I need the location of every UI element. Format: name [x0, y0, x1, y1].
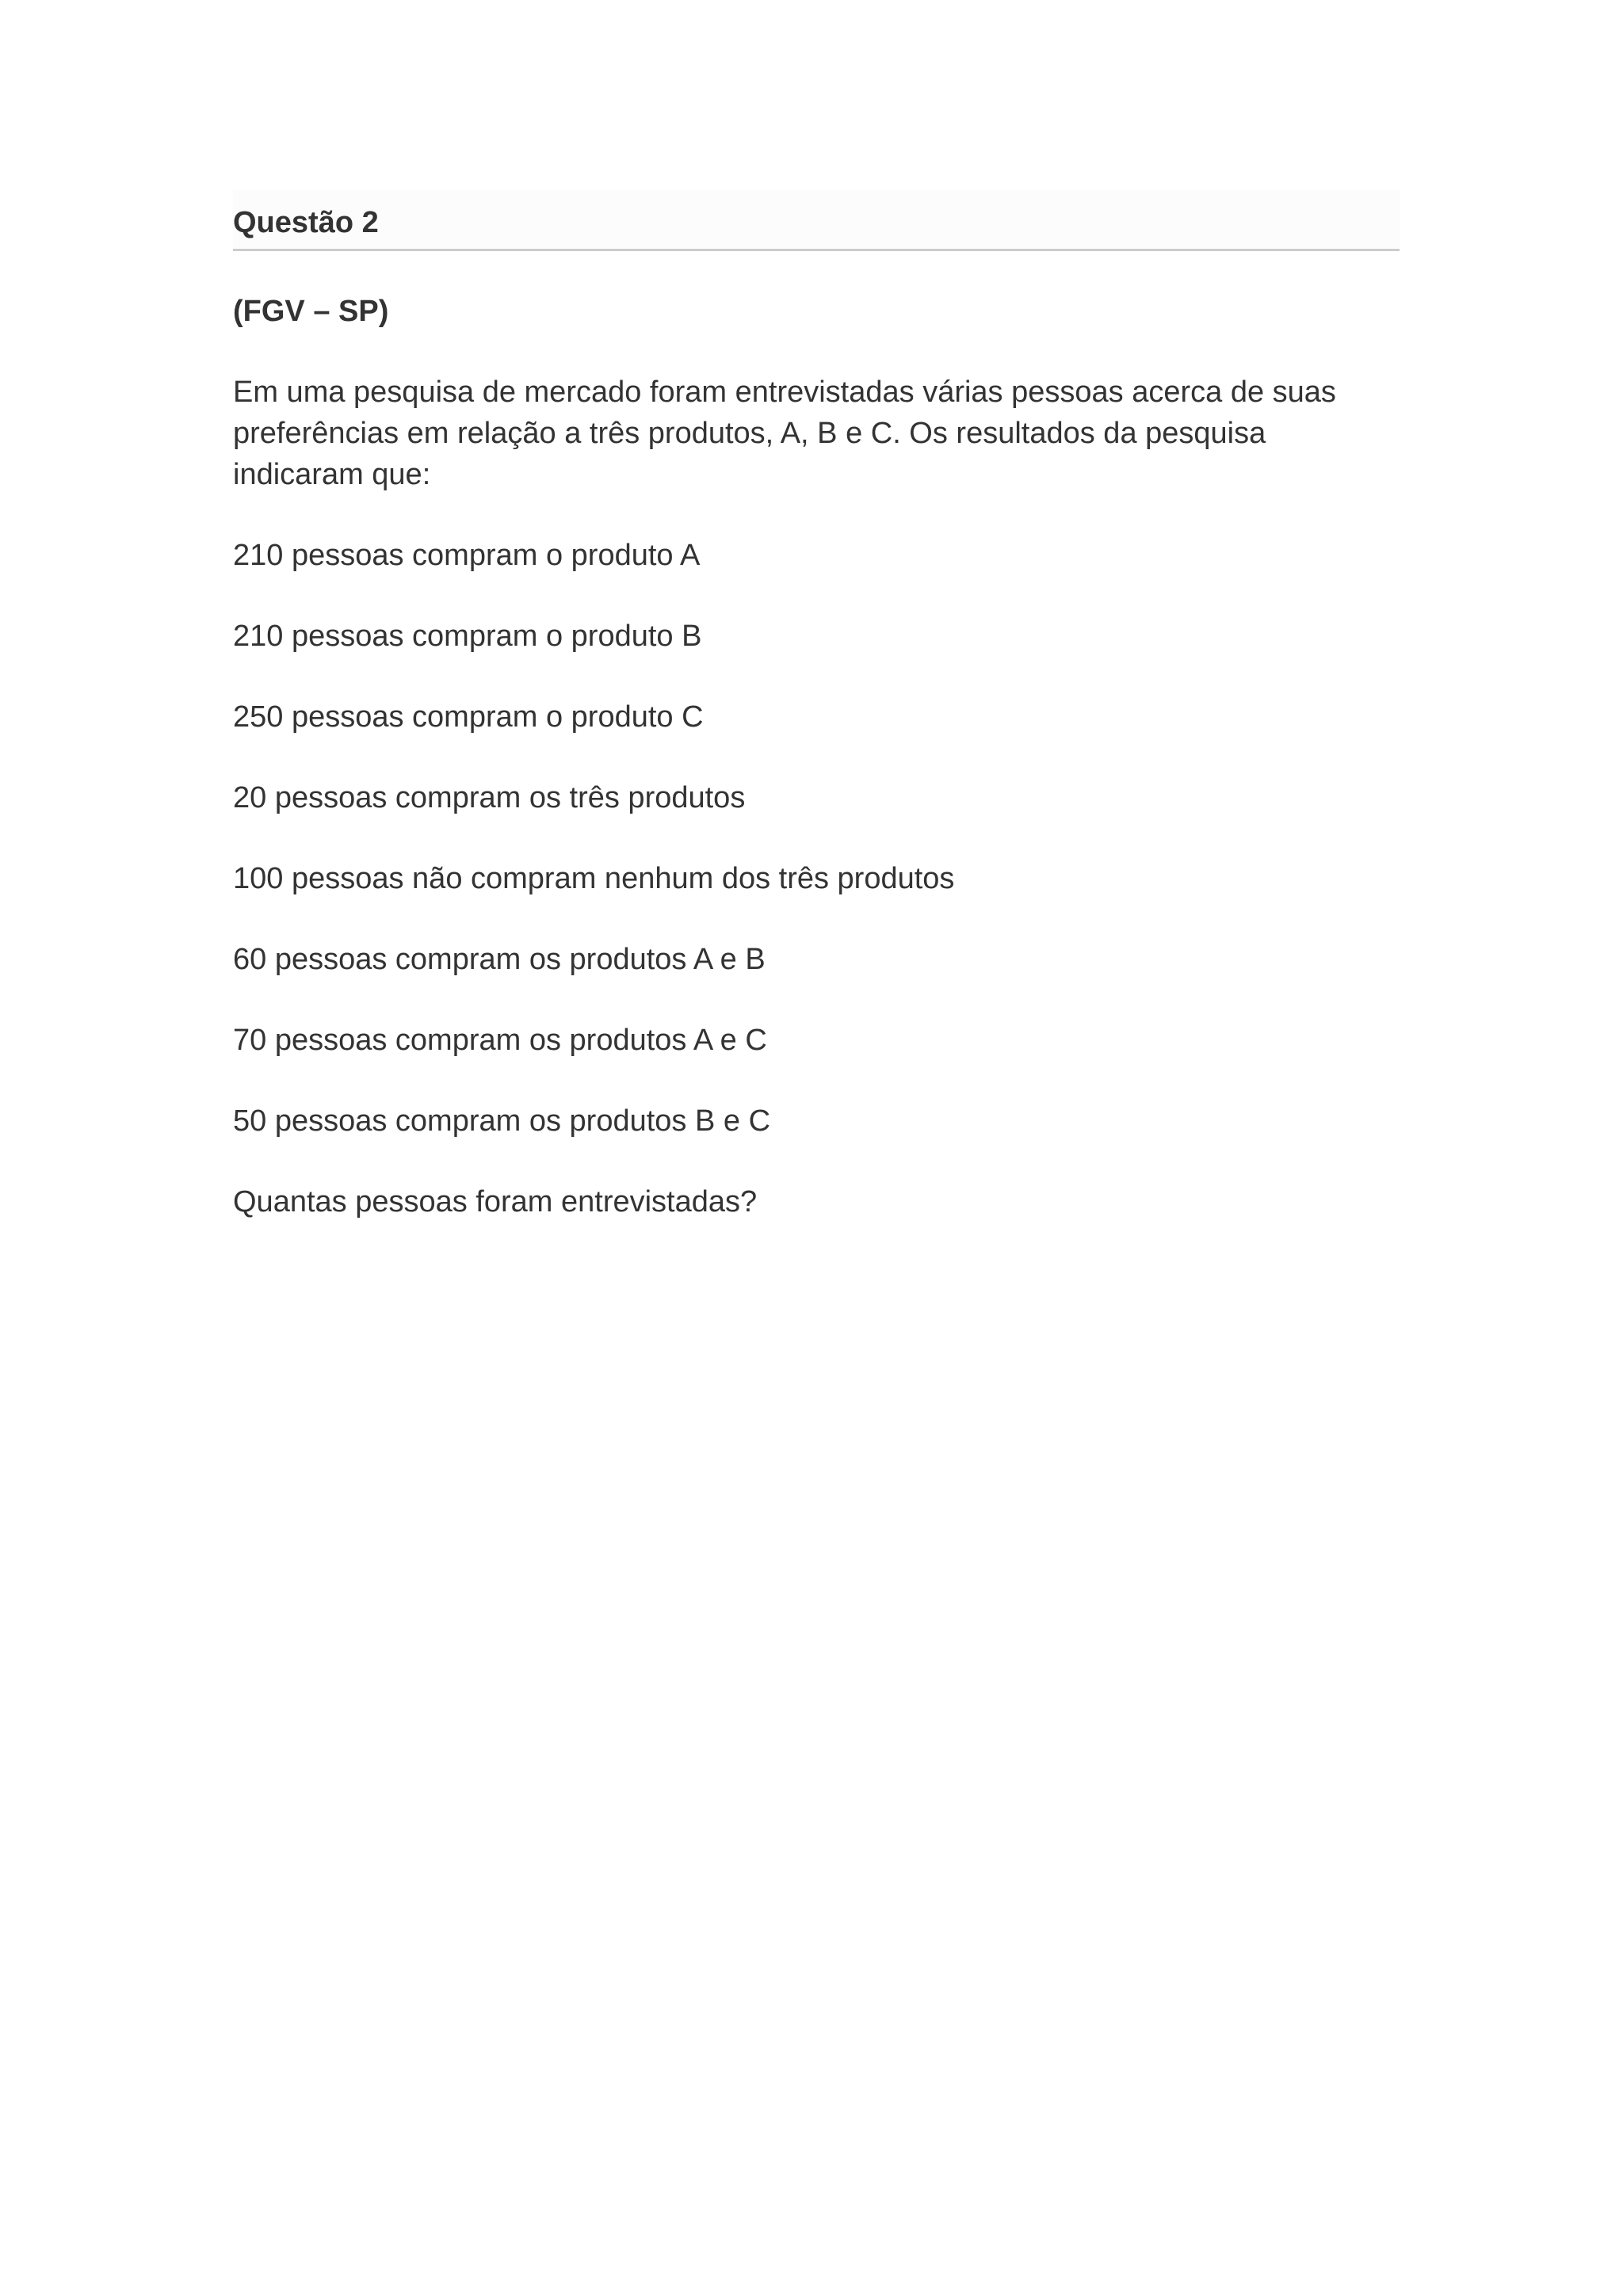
data-item: 20 pessoas compram os três produtos [233, 781, 746, 814]
data-item: 210 pessoas compram o produto A [233, 539, 701, 572]
data-item: 50 pessoas compram os produtos B e C [233, 1104, 771, 1138]
data-item: 250 pessoas compram o produto C [233, 700, 704, 734]
data-item: 60 pessoas compram os produtos A e B [233, 943, 766, 976]
question-source: (FGV – SP) [233, 295, 389, 328]
question-intro: Em uma pesquisa de mercado foram entrevistadas várias pessoas acerca de suas preferências em relação a três produtos, A, B e C. Os resultados da pesquisa indicaram que: [233, 376, 1336, 491]
question-container [233, 190, 1400, 1222]
question-header [233, 190, 1400, 251]
data-item: 70 pessoas compram os produtos A e C [233, 1024, 767, 1057]
data-item: 210 pessoas compram o produto B [233, 620, 702, 653]
data-item: 100 pessoas não compram nenhum dos três produtos [233, 862, 955, 895]
question-prompt: Quantas pessoas foram entrevistadas? [233, 1185, 758, 1219]
question-title: Questão 2 [233, 206, 379, 239]
